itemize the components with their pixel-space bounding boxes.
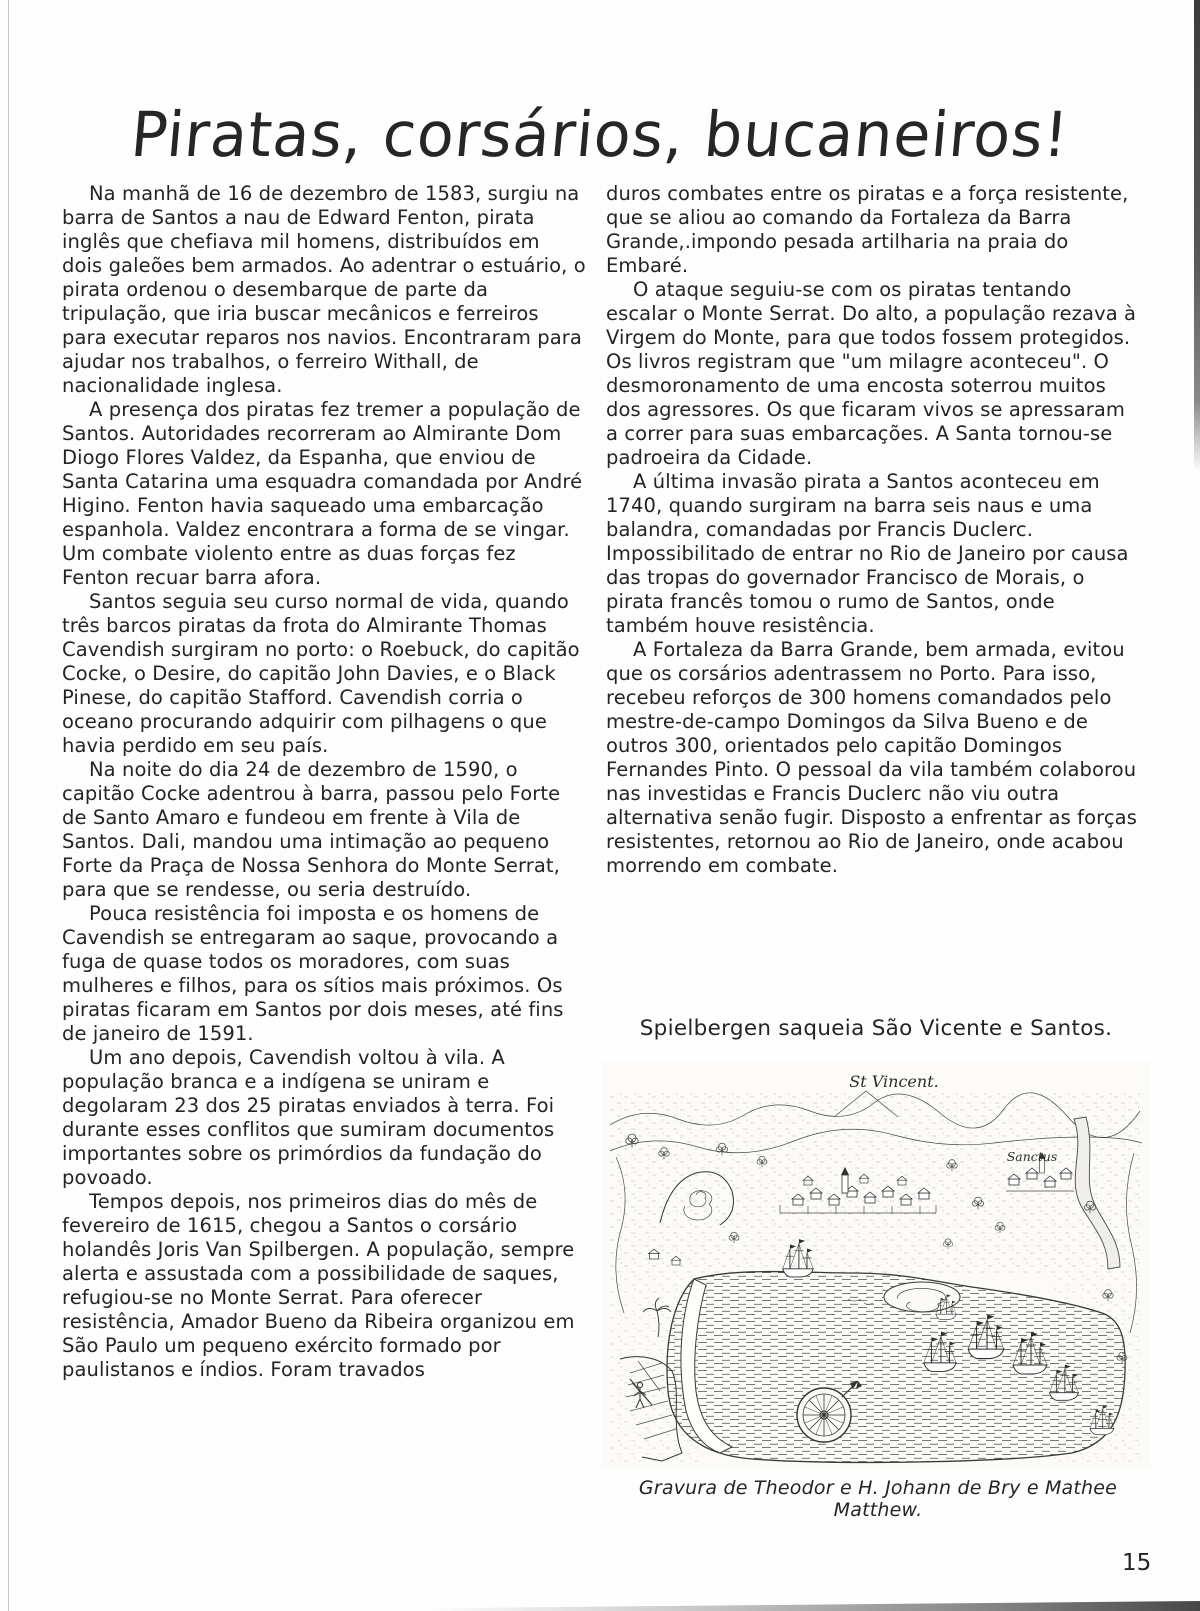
page-title: Piratas, corsários, bucaneiros! [128, 97, 1072, 171]
page-number: 15 [1122, 1550, 1152, 1576]
scan-edge-right [1194, 0, 1200, 472]
paragraph: A presença dos piratas fez tremer a população de Santos. Autoridades recorreram ao Almirante Dom Diogo Flores Valdez, da Espanha, que enviou de Santa Catarina uma esquadra comandada por André Higino. Fenton havia saqueado uma embarcação espanhola. Valdez encontrara a forma de se vingar. Um combate violento entre as duas forças fez Fenton recuar barra afora. [62, 398, 583, 589]
article-right-column [606, 182, 1140, 878]
paragraph: Na manhã de 16 de dezembro de 1583, surgiu na barra de Santos a nau de Edward Fenton, pirata inglês que chefiava mil homens, distribuídos em dois galeões bem armados. Ao adentrar o estuário, o pirata ordenou o desembarque de parte da tripulação, que iria buscar mecânicos e ferreiros para executar reparos nos navios. Encontraram para ajudar nos trabalhos, o ferreiro Withall, de nacionalidade inglesa. [62, 182, 586, 397]
map-label-st-vincent: St Vincent. [849, 1072, 939, 1091]
paragraph: Pouca resistência foi imposta e os homens de Cavendish se entregaram ao saque, provocando a fuga de quase todos os moradores, com suas mulheres e filhos, para os sítios mais próximos. Os piratas ficaram em Santos por dois meses, até fins de janeiro de 1591. [62, 902, 564, 1045]
paragraph: A última invasão pirata a Santos aconteceu em 1740, quando surgiram na barra seis naus e uma balandra, comandadas por Francis Duclerc. Impossibilitado de entrar no Rio de Janeiro por causa das tropas do governador Francisco de Morais, o pirata francês tomou o rumo de Santos, onde também houve resistência. [606, 470, 1129, 637]
engraving-map-illustration [602, 1061, 1150, 1469]
figure-engraving [602, 1016, 1150, 1521]
paragraph: Santos seguia seu curso normal de vida, quando três barcos piratas da frota do Almirante Thomas Cavendish surgiram no porto: o Roebuck, do capitão Cocke, o Desire, do capitão John Davies, e o Black Pinese, do capitão Stafford. Cavendish corria o oceano procurando adquirir com pilhagens o que havia perdido em seu país. [62, 590, 580, 757]
scan-edge-bottom [428, 1601, 1200, 1611]
paragraph: A Fortaleza da Barra Grande, bem armada, evitou que os corsários adentrassem no Porto. Para isso, recebeu reforços de 300 homens comandados pelo mestre-de-campo Domingos da Silva Bueno e de outros 300, orientados pelo capitão Domingos Fernandes Pinto. O pessoal da vila também colaborou nas investidas e Francis Duclerc não viu outra alternativa senão fugir. Disposto a enfrentar as forças resistentes, retornou ao Rio de Janeiro, onde acabou morrendo em combate. [606, 638, 1137, 877]
scan-edge-left [8, 0, 9, 1611]
paragraph: Na noite do dia 24 de dezembro de 1590, o capitão Cocke adentrou à barra, passou pelo Forte de Santo Amaro e fundeou em frente à Vila de Santos. Dali, mandou uma intimação ao pequeno Forte da Praça de Nossa Senhora do Monte Serrat, para que se rendesse, ou seria destruído. [62, 758, 561, 901]
figure-caption: Spielbergen saqueia São Vicente e Santos. [639, 1016, 1113, 1041]
paragraph: duros combates entre os piratas e a força resistente, que se aliou ao comando da Fortaleza da Barra Grande,.impondo pesada artilharia na praia do Embaré. [606, 182, 1129, 277]
paragraph: Tempos depois, nos primeiros dias do mês de fevereiro de 1615, chegou a Santos o corsário holandês Joris Van Spilbergen. A população, sempre alerta e assustada com a possibilidade de saques, refugiou-se no Monte Serrat. Para oferecer resistência, Amador Bueno da Ribeira organizou em São Paulo um pequeno exército formado por paulistanos e índios. Foram travados [62, 1190, 575, 1381]
sandbar-hill [884, 1282, 960, 1312]
map-label-sanctus: Sanctus [1006, 1149, 1058, 1164]
article-left-column [62, 182, 586, 1382]
paragraph: Um ano depois, Cavendish voltou à vila. A população branca e a indígena se uniram e degolaram 23 dos 25 piratas enviados à terra. Foi durante esses conflitos que sumiram documentos importantes sobre os primórdios da fundação do povoado. [62, 1046, 555, 1189]
figure-credit: Gravura de Theodor e H. Johann de Bry e Mathee Matthew. [638, 1477, 1118, 1521]
paragraph: O ataque seguiu-se com os piratas tentando escalar o Monte Serrat. Do alto, a população rezava à Virgem do Monte, para que todos fossem protegidos. Os livros registram que "um milagre aconteceu". O desmoronamento de uma encosta soterrou muitos dos agressores. Os que ficaram vivos se apressaram a correr para suas embarcações. A Santa tornou-se padroeira da Cidade. [606, 278, 1137, 469]
